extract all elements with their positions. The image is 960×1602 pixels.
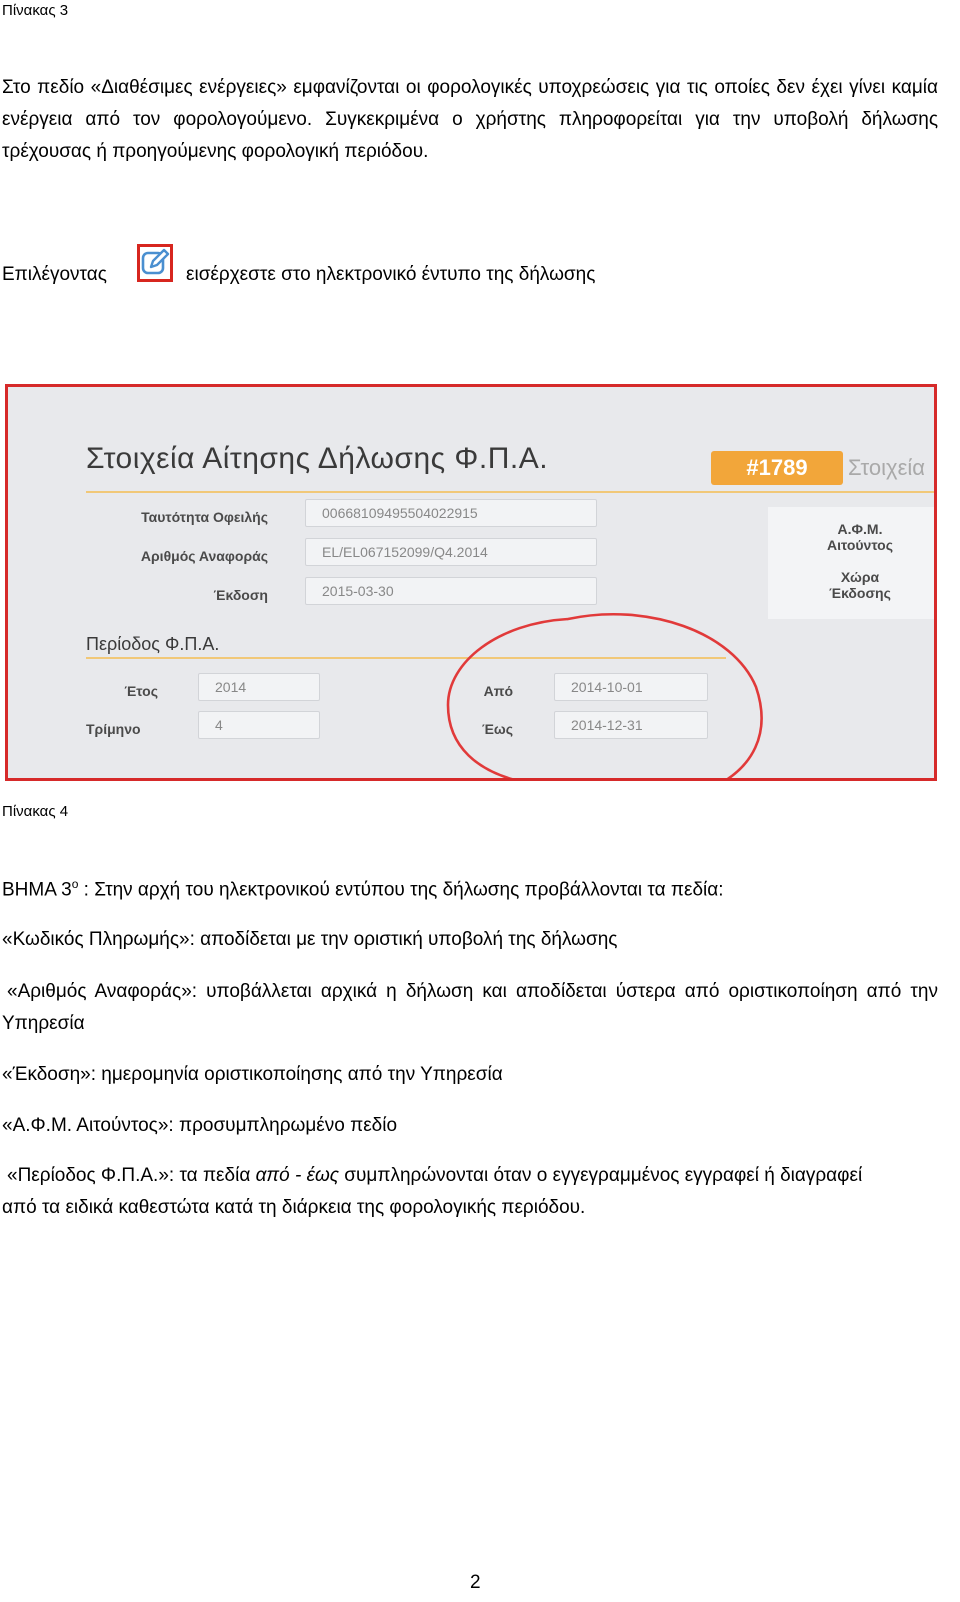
caption-table-3: Πίνακας 3 — [2, 2, 69, 19]
desc-issue: «Έκδοση»: ημερομηνία οριστικοποίησης από την Υπηρεσία — [2, 1064, 503, 1085]
field-quarter: 4 — [198, 711, 320, 739]
field-label-year: Έτος — [124, 683, 158, 699]
desc-payment-code: «Κωδικός Πληρωμής»: αποδίδεται με την οριστική υποβολή της δήλωσης — [2, 929, 618, 950]
field-from: 2014-10-01 — [554, 673, 708, 701]
highlight-circle — [8, 387, 937, 781]
form-title-cut: Στοιχεία — [848, 455, 926, 480]
period-section-title: Περίοδος Φ.Π.Α. — [86, 634, 220, 654]
field-reference: EL/EL067152099/Q4.2014 — [305, 538, 597, 566]
field-label-reference: Αριθμός Αναφοράς — [140, 548, 268, 564]
desc-reference-number: «Αριθμός Αναφοράς»: υποβάλλεται αρχικά η δήλωση και αποδίδεται ύστερα από οριστικοποίηση από την Υπηρεσία — [2, 981, 938, 1034]
side-label-afm: Α.Φ.Μ. — [837, 521, 883, 537]
vat-form-screenshot — [5, 384, 937, 781]
side-label-applicant: Αιτούντος — [826, 537, 894, 553]
field-debt-id: 00668109495504022915 — [305, 499, 597, 527]
form-number-badge: #1789 — [711, 451, 843, 485]
select-suffix-text: εισέρχεστε στο ηλεκτρονικό έντυπο της δήλωσης — [186, 264, 596, 285]
field-label-quarter: Τρίμηνο — [86, 721, 141, 737]
field-label-debt-id: Ταυτότητα Οφειλής — [141, 509, 268, 525]
field-year: 2014 — [198, 673, 320, 701]
select-prefix-text: Επιλέγοντας — [2, 264, 107, 285]
side-label-country: Χώρα — [840, 569, 880, 585]
field-to: 2014-12-31 — [554, 711, 708, 739]
edit-icon — [137, 244, 173, 282]
caption-table-4: Πίνακας 4 — [2, 803, 69, 820]
desc-vat-period: «Περίοδος Φ.Π.Α.»: τα πεδία από - έως συμπληρώνονται όταν ο εγγεγραμμένος εγγραφεί ή διαγραφεί από τα ειδικά καθεστώτα κατά τη διάρκεια της φορολογικής περιόδου. — [2, 1165, 863, 1218]
step-3-heading: ΒΗΜΑ $3^o$ : Στην αρχή του ηλεκτρονικού εντύπου της δήλωσης προβάλλονται τα πεδία: — [2, 877, 724, 901]
desc-afm: «Α.Φ.Μ. Αιτούντος»: προσυμπληρωμένο πεδίο — [2, 1115, 398, 1136]
form-title: Στοιχεία Αίτησης Δήλωσης Φ.Π.Α. — [86, 442, 549, 475]
side-label-issuance: Έκδοσης — [829, 585, 891, 601]
page-number: 2 — [470, 1572, 481, 1593]
field-label-from: Από — [483, 683, 513, 699]
field-label-to: Έως — [481, 721, 513, 737]
field-issue: 2015-03-30 — [305, 577, 597, 605]
field-label-issue: Έκδοση — [213, 587, 268, 603]
intro-paragraph: Στο πεδίο «Διαθέσιμες ενέργειες» εμφανίζονται οι φορολογικές υποχρεώσεις για τις οποίες δεν έχει γίνει καμία ενέργεια από τον φορολογούμενο. Συγκεκριμένα ο χρήστης πληροφορείται για την υποβολή δήλωσης τρέχουσας ή προηγούμενης φορολογική περιόδου. — [2, 77, 938, 162]
